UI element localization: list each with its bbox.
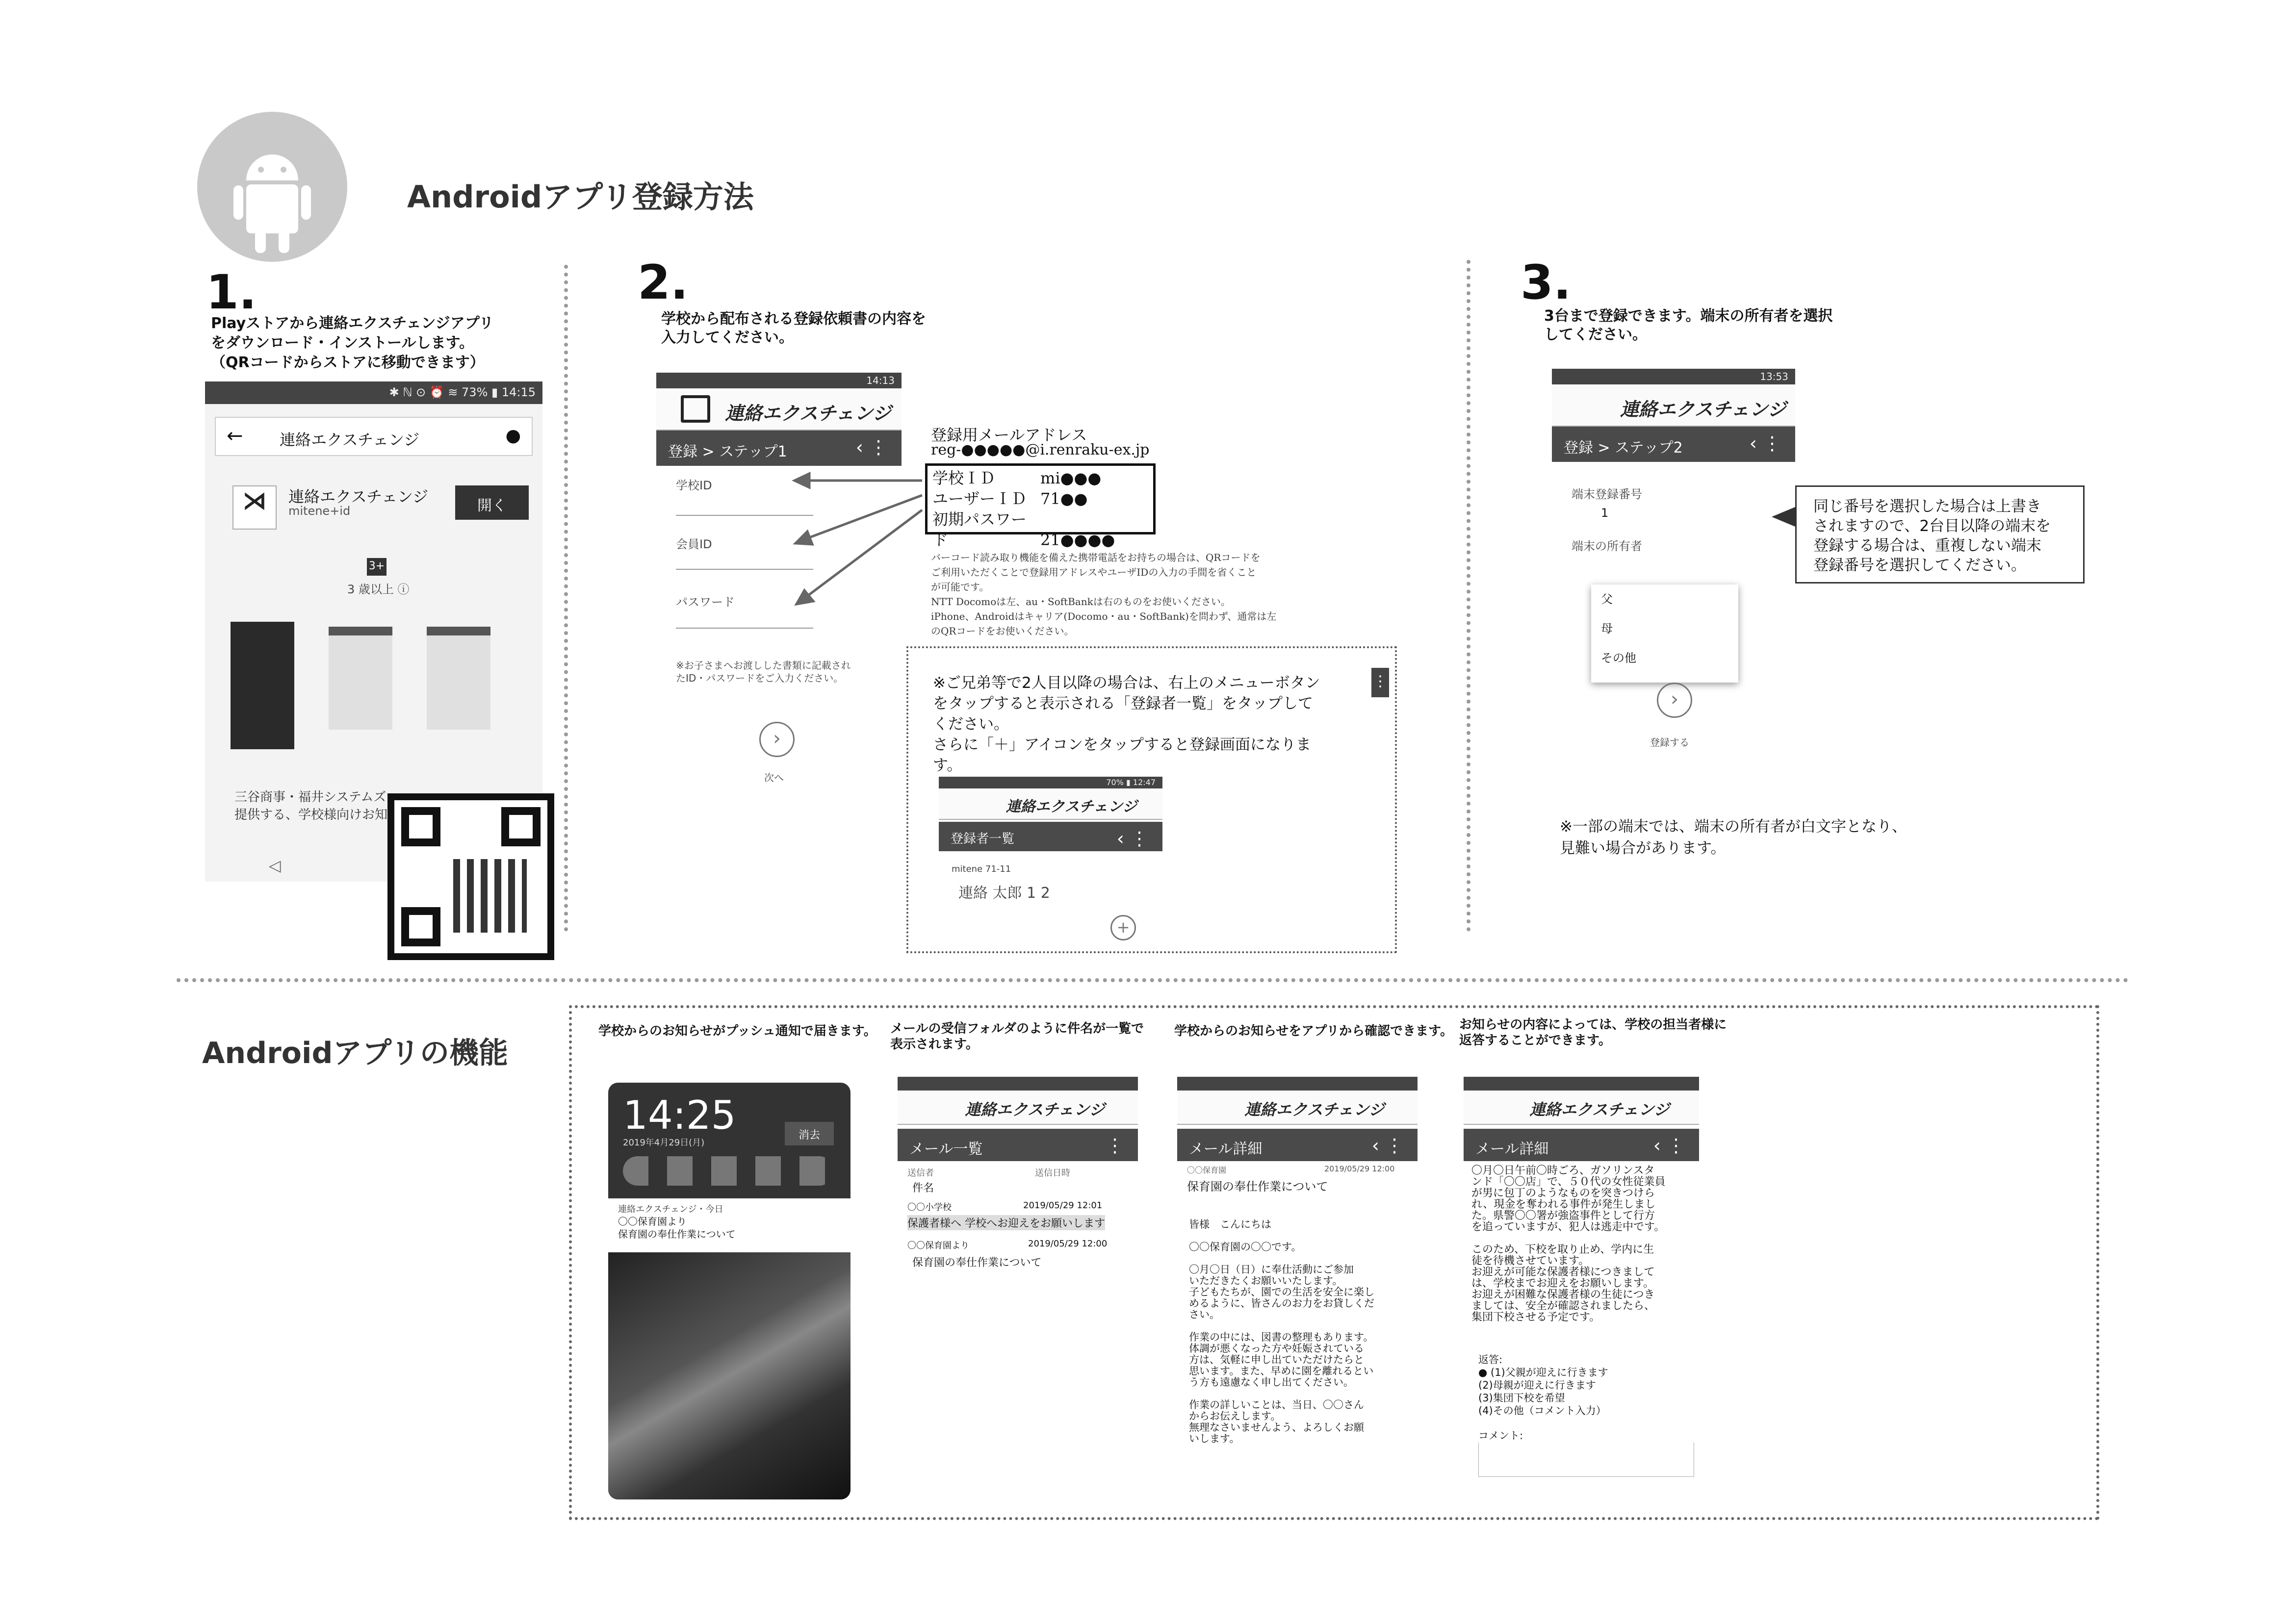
next-label: 次へ	[764, 772, 784, 784]
option-father[interactable]: 父	[1601, 592, 1613, 606]
search-bar[interactable]	[215, 417, 533, 456]
step3-number: 3.	[1521, 255, 1572, 310]
registrant-list-screen	[939, 777, 1162, 948]
status-bar: 14:13	[656, 373, 902, 388]
sibling-note: ※ご兄弟等で2人目以降の場合は、右上のメニューボタン をタップすると表示される「登録者一覧」をタップして ください。 さらに「＋」アイコンをタップすると登録画面になりま す。	[933, 674, 1320, 774]
col-date: 送信日時	[1035, 1168, 1070, 1178]
callout-text: 同じ番号を選択した場合は上書き されますので、2台目以降の端末を 登録する場合は、重複しない端末 登録番号を選択してください。	[1813, 498, 2051, 574]
device-number-label: 端末登録番号	[1572, 487, 1642, 501]
detail-body: 皆様 こんにちは 〇〇保育園の〇〇です。 〇月〇日（日）に奉仕活動にご参加 いただきたくお願いいたします。 子どもたちが、園での生活を安全に楽し めるように、皆さんのお力をお貸しくだ さい。 作業の中には、図書の整理もあります。 体調が悪くなった方や妊娠されている 方は、気軽に申し出ていただけたらと 思います。また、早めに園を離れるとい う方も遠慮なく申し出てください。 作業の詳しいことは、当日、〇〇さん からお伝えします。 無理なさいませんよう、よろしくお願 いします。	[1189, 1218, 1374, 1445]
step2-number: 2.	[638, 255, 689, 310]
callout-box	[1795, 485, 2085, 584]
detail-title: 保育園の奉仕作業について	[1187, 1180, 1328, 1193]
app-logo-bar: 連絡エクスチェンジ	[1464, 1091, 1699, 1125]
app-developer: mitene+id	[288, 504, 351, 518]
app-logo-bar: 連絡エクスチェンジ	[939, 788, 1162, 820]
open-button[interactable]: 開く	[455, 485, 529, 520]
register-label: 登録する	[1650, 736, 1689, 748]
add-registrant-icon[interactable]: +	[1110, 915, 1136, 940]
step-header: 登録 > ステップ2 ‹ ⋮	[1552, 427, 1795, 462]
feature-caption-reply: お知らせの内容によっては、学校の担当者様に 返答することができます。	[1459, 1017, 1727, 1048]
wallpaper-image	[608, 1252, 851, 1499]
row-subject[interactable]: 保護者様へ 学校へお迎えをお願いします	[907, 1215, 1105, 1230]
step1-number: 1.	[206, 265, 257, 320]
notification-body: 〇〇保育園より 保育園の奉仕作業について	[618, 1216, 736, 1240]
back-arrow-icon[interactable]: ←	[227, 425, 243, 447]
detail-date: 2019/05/29 12:00	[1324, 1164, 1395, 1173]
school-id-label: 学校ID	[676, 479, 712, 492]
lockscreen-phone	[608, 1083, 851, 1499]
password-field[interactable]	[676, 628, 813, 629]
row-sender[interactable]: 〇〇保育園より	[907, 1241, 969, 1251]
status-bar: 70% ▮ 12:47	[939, 777, 1162, 788]
registration-mail: reg-●●●●●@i.renraku-ex.jp	[931, 441, 1150, 458]
app-logo-bar: 連絡エクスチェンジ	[656, 388, 902, 431]
menu-kebab-icon[interactable]: ⋮	[1371, 668, 1389, 697]
registration-mail-label: 登録用メールアドレス	[931, 426, 1087, 444]
list-header: メール一覧 ⋮	[898, 1129, 1138, 1161]
app-logo-bar: 連絡エクスチェンジ	[1552, 384, 1795, 427]
reply-options[interactable]: 返答: ● (1)父親が迎えに行きます (2)母親が迎えに行きます (3)集団下校を希望 (4)その他（コメント入力）	[1478, 1354, 1608, 1417]
feature-caption-push: 学校からのお知らせがプッシュ通知で届きます。	[598, 1024, 876, 1039]
device-number-value[interactable]: 1	[1601, 506, 1609, 520]
lock-date: 2019年4月29日(月)	[623, 1138, 705, 1148]
section-title-features: Androidアプリの機能	[202, 1036, 509, 1070]
row-subject[interactable]: 保育園の奉仕作業について	[912, 1257, 1042, 1269]
mail-list-phone	[898, 1077, 1138, 1302]
rating-badge: 3+	[367, 558, 387, 576]
pointer-arrows	[785, 466, 932, 613]
app-name: 連絡エクスチェンジ	[288, 487, 429, 506]
age-text: 3 歳以上 ⓘ	[347, 583, 410, 596]
lock-time: 14:25	[623, 1092, 736, 1138]
registrant-name[interactable]: 連絡 太郎 1 2	[958, 885, 1050, 902]
reply-body: 〇月〇日午前〇時ごろ、ガソリンスタ ンド「〇〇店」で、５０代の女性従業員 が男に包丁のようなものを突きつけら れ、現金を奪われる事件が発生しまし た。県警〇〇署が強盗事件として行方 を追っていますが、犯人は逃走中です。 このため、下校を取り止め、学内に生 徒を待機させています。 お迎えが可能な保護者様につきまして は、学校までお迎えをお願いします。 お迎えが困難な保護者様の生徒につき ましては、安全が確認されましたら、 集団下校させる予定です。	[1471, 1165, 1666, 1323]
member-id-label: 会員ID	[676, 537, 712, 551]
status-bar: 13:53	[1552, 369, 1795, 384]
step3-note: ※一部の端末では、端末の所有者が白文字となり、 見難い場合があります。	[1560, 818, 1907, 857]
feature-caption-detail: 学校からのお知らせをアプリから確認できます。	[1174, 1024, 1453, 1039]
android-logo	[197, 112, 347, 262]
registrant-row[interactable]: mitene 71-11	[952, 864, 1011, 874]
detail-from: 〇〇保育園	[1187, 1166, 1227, 1175]
step3-phone	[1552, 369, 1795, 771]
qr-code	[387, 793, 554, 960]
id-note: ※お子さまへお渡しした書類に記載され たID・パスワードをご入力ください。	[676, 660, 851, 684]
detail-header: メール詳細 ‹ ⋮	[1464, 1129, 1699, 1161]
feature-caption-list: メールの受信フォルダのように件名が一覧で 表示されます。	[890, 1021, 1144, 1052]
status-bar	[1177, 1077, 1418, 1091]
screenshot-thumb	[231, 622, 294, 749]
col-sender: 送信者	[907, 1168, 934, 1178]
row-date: 2019/05/29 12:00	[1028, 1239, 1108, 1249]
divider	[177, 978, 2129, 982]
option-other[interactable]: その他	[1601, 651, 1636, 665]
quick-settings-icon[interactable]	[623, 1156, 834, 1186]
callout-pointer	[1772, 507, 1795, 527]
notification-app: 連絡エクスチェンジ・今日	[618, 1204, 723, 1215]
android-robot-icon	[197, 112, 347, 262]
option-mother[interactable]: 母	[1601, 622, 1613, 635]
next-button[interactable]: ›	[759, 722, 795, 757]
mail-detail-phone	[1177, 1077, 1418, 1479]
row-date: 2019/05/29 12:01	[1023, 1200, 1103, 1211]
step3-text: 3台まで登録できます。端末の所有者を選択 してください。	[1544, 307, 1833, 343]
notification-card[interactable]	[608, 1198, 851, 1252]
mail-reply-phone	[1464, 1077, 1699, 1489]
sibling-note-box	[906, 646, 1397, 953]
nav-back-icon[interactable]: ◁	[269, 856, 281, 875]
clear-button[interactable]: 消去	[785, 1122, 834, 1145]
status-bar	[898, 1077, 1138, 1091]
screenshot-thumb	[427, 627, 490, 730]
app-icon: ⋊	[232, 485, 277, 530]
app-logo-bar: 連絡エクスチェンジ	[898, 1091, 1138, 1125]
comment-label: コメント:	[1478, 1430, 1523, 1442]
comment-field[interactable]	[1478, 1443, 1694, 1477]
owner-dropdown[interactable]	[1591, 584, 1738, 683]
app-logo-bar: 連絡エクスチェンジ	[1177, 1091, 1418, 1125]
logo-mark-icon	[681, 395, 710, 423]
section-title-register: Androidアプリ登録方法	[407, 179, 754, 215]
detail-header: メール詳細 ‹ ⋮	[1177, 1129, 1418, 1161]
device-owner-label: 端末の所有者	[1572, 539, 1642, 553]
register-button[interactable]: ›	[1657, 683, 1692, 718]
credential-box: 学校ＩＤ mi●●● ユーザーＩＤ 71●● 初期パスワード 21●●●●	[925, 463, 1156, 534]
password-label: パスワード	[676, 595, 735, 609]
app-description: 三谷商事・福井システムズ 提供する、学校様向けお知	[234, 790, 388, 822]
mic-icon[interactable]: ●	[505, 426, 521, 446]
divider	[564, 265, 568, 932]
row-sender[interactable]: 〇〇小学校	[907, 1202, 952, 1213]
step2-text: 学校から配布される登録依頼書の内容を 入力してください。	[661, 310, 926, 346]
back-chevron-icon[interactable]: ‹ ⋮	[855, 436, 888, 458]
step1-text: Playストアから連絡エクスチェンジアプリ をダウンロード・インストールします。 （QRコードからストアに移動できます）	[211, 315, 494, 371]
search-text: 連絡エクスチェンジ	[280, 431, 420, 449]
status-bar	[1464, 1077, 1699, 1091]
step-header: 登録 > ステップ1 ‹ ⋮	[656, 431, 902, 466]
status-bar: ✱ ℕ ⊙ ⏰ ≋ 73% ▮ 14:15	[205, 381, 542, 404]
list-header: 登録者一覧 ‹ ⋮	[939, 822, 1162, 851]
barcode-note: バーコード読み取り機能を備えた携帯電話をお持ちの場合は、QRコードを ご利用いただくことで登録用アドレスやユーザIDの入力の手間を省くこと が可能です。 NTT Docomoは左、au・SoftBankは右のものをお使いください。 iPhone、Androidはキャリア(Docomo・au・SoftBank)を問わず、通常は左 のQRコードをお使いください。	[931, 552, 1277, 637]
col-subject: 件名	[912, 1182, 934, 1194]
screenshot-thumb	[329, 627, 392, 730]
divider	[1467, 260, 1470, 932]
